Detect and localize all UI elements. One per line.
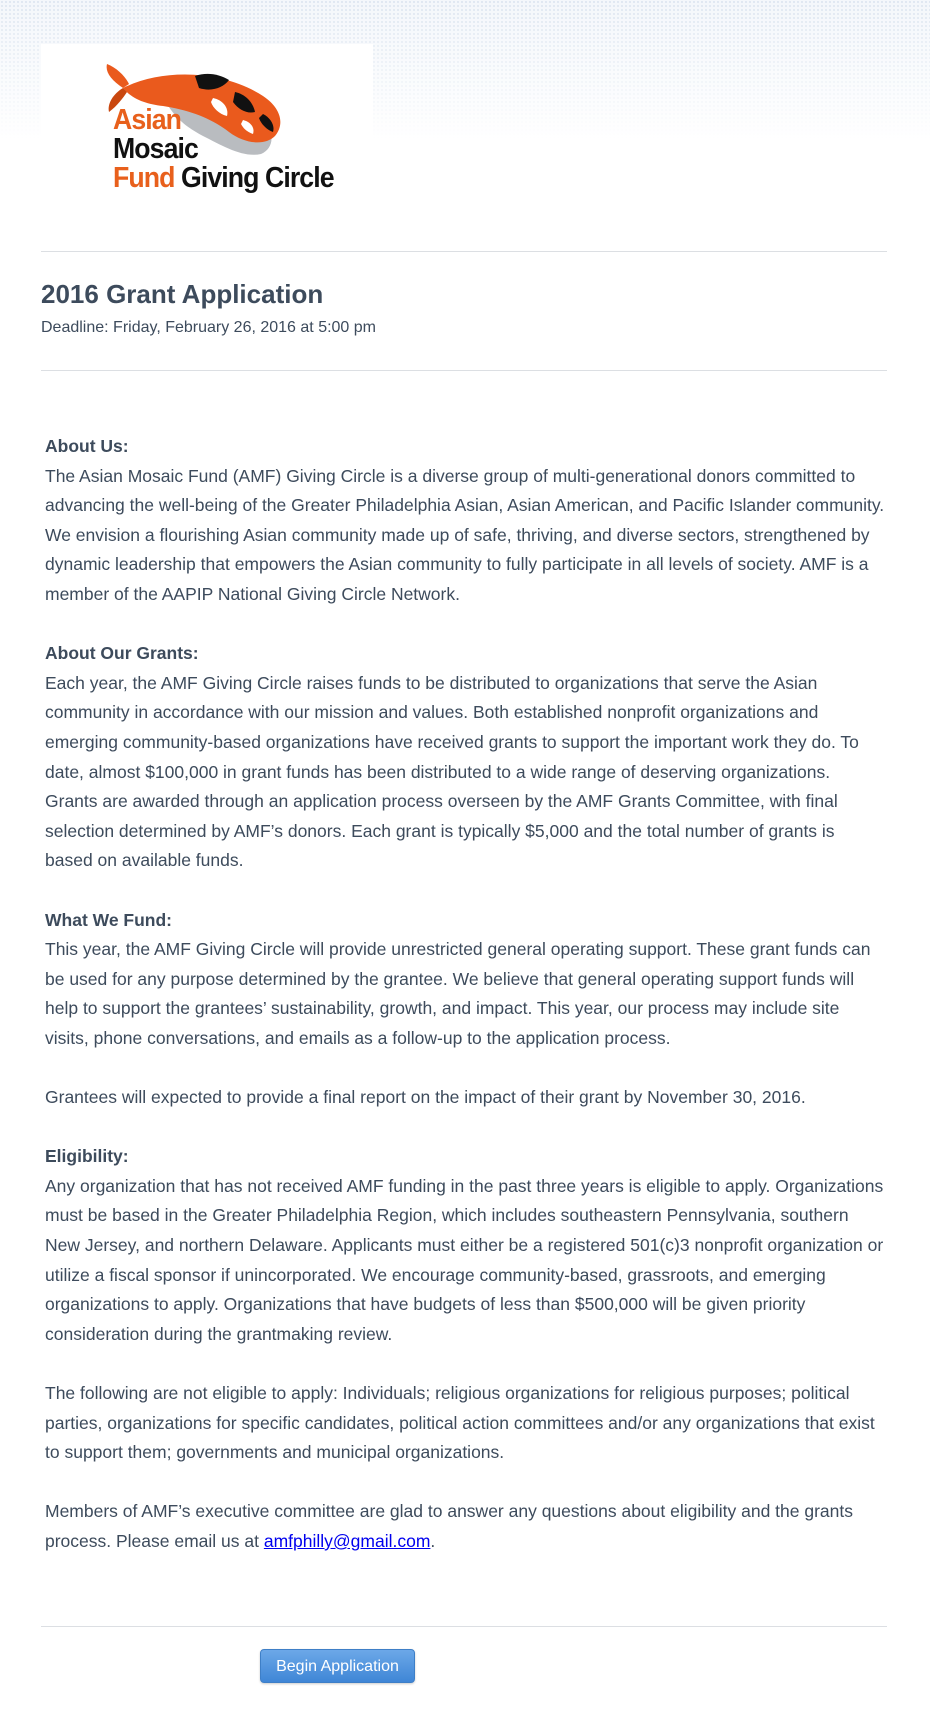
divider bbox=[41, 1626, 887, 1627]
section-body: Any organization that has not received AMF funding in the past three years is eligible to apply. Organizations must be based in the Greater Philadelphia Region, which includes southeastern Pennsylvania, southern New Jersey, and northern Delaware. Applicants must either be a registered 501(c)3 nonprofit organization or utilize a fiscal sponsor if unincorporated. We encourage community-based, grassroots, and emerging organizations to apply. Organizations that have budgets of less than $500,000 will be given priority consideration during the grantmaking review. bbox=[45, 1175, 884, 1344]
section-body: This year, the AMF Giving Circle will provide unrestricted general operating support. These grant funds can be used for any purpose determined by the grantee. We believe that general operating support funds will help to support the grantees’ sustainability, growth, and impact. This year, our process may include site visits, phone conversations, and emails as a follow-up to the application process. bbox=[45, 939, 871, 1048]
logo-line-asian: Asian bbox=[113, 104, 182, 136]
section-heading: Eligibility: bbox=[45, 1146, 129, 1167]
section-heading: About Us: bbox=[45, 436, 129, 456]
contact-text bbox=[45, 1497, 885, 1556]
section-body: The Asian Mosaic Fund (AMF) Giving Circle is a diverse group of multi-generational donors committed to advancing the well-being of the Greater Philadelphia Asian, Asian American, and Pacific Islander community. We envision a flourishing Asian community made up of safe, thriving, and diverse sectors, strengthened by dynamic leadership that empowers the Asian community to fully participate in all levels of society. AMF is a member of the AAPIP National Giving Circle Network. bbox=[45, 465, 885, 604]
divider bbox=[41, 251, 887, 252]
section-heading: About Our Grants: bbox=[45, 643, 199, 664]
divider bbox=[41, 370, 887, 371]
logo-line-mosaic: Mosaic bbox=[113, 133, 198, 165]
section-heading: What We Fund: bbox=[45, 909, 173, 930]
section-body: Each year, the AMF Giving Circle raises funds to be distributed to organizations that serve the Asian community in accordance with our mission and values. Both established nonprofit organizations and emerging community-based organizations have received grants to support the important work they do. To date, almost $100,000 in grant funds has been distributed to a wide range of deserving organizations. Grants are awarded through an application process overseen by the AMF Grants Committee, with final selection determined by AMF’s donors. Each grant is typically $5,000 and the total number of grants is based on available funds. bbox=[45, 672, 859, 871]
page-title: 2016 Grant Application bbox=[41, 279, 324, 309]
logo-line-fund-giving-circle bbox=[113, 164, 334, 193]
not-eligible-text: The following are not eligible to apply: Individuals; religious organizations for religious purposes; political parties, organizations for specific candidates, political action committees and/or any organizations that exist to support them; governments and municipal organizations. bbox=[45, 1383, 875, 1463]
contact-text-before: Members of AMF’s executive committee are glad to answer any questions about eligibility and the grants process. Please email us at bbox=[45, 1501, 854, 1551]
logo bbox=[41, 44, 373, 208]
logo-word-fund: Fund bbox=[113, 162, 182, 194]
description-block bbox=[45, 432, 885, 1557]
final-report-note: Grantees will expected to provide a final report on the impact of their grant by November 30, 2016. bbox=[45, 1087, 806, 1108]
begin-application-button[interactable]: Begin Application bbox=[260, 1649, 415, 1683]
logo-word-giving: Giving Circle bbox=[181, 162, 334, 194]
email-link[interactable]: amfphilly@gmail.com bbox=[263, 1530, 431, 1551]
logo-wordmark bbox=[113, 106, 334, 193]
deadline-text: Deadline: Friday, February 26, 2016 at 5:00 pm bbox=[41, 319, 376, 336]
contact-text-after: . bbox=[430, 1530, 436, 1551]
